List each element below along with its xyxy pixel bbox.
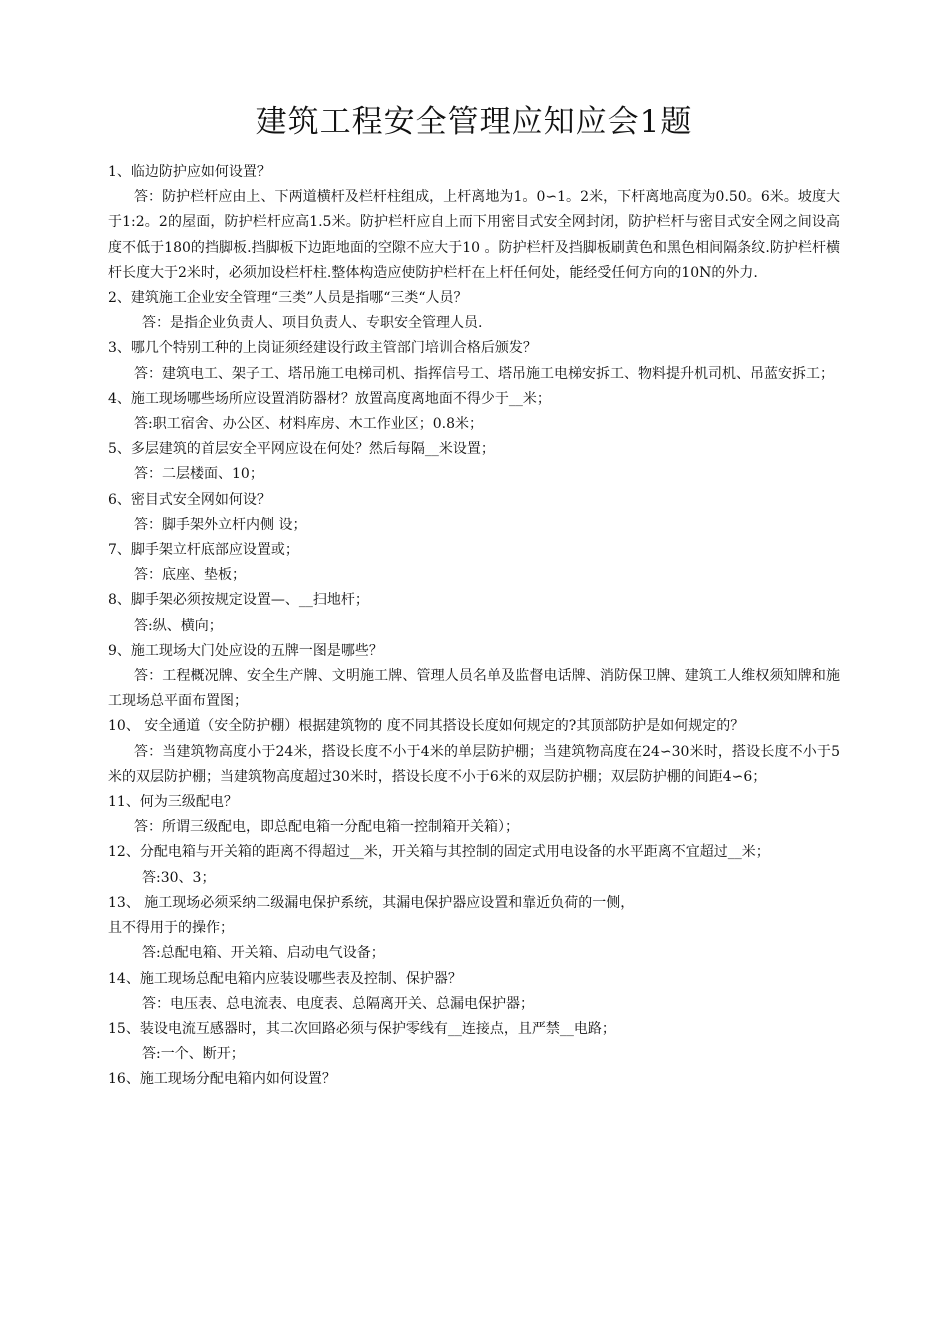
question-16: 16、施工现场分配电箱内如何设置？ [108,1071,336,1088]
answer-12: 答:30、3； [142,869,216,886]
question-8: 8、脚手架必须按规定设置—、__扫地杆； [108,592,369,609]
question-13-continued: 且不得用于的操作； [108,920,234,937]
answer-14: 答：电压表、总电流表、电度表、总隔离开关、总漏电保护器； [142,995,534,1012]
answer-13: 答:总配电箱、开关箱、启动电气设备； [142,945,385,962]
question-14: 14、施工现场总配电箱内应装设哪些表及控制、保护器？ [108,970,462,987]
question-3: 3、哪几个特别工种的上岗证须经建设行政主管部门培训合格后颁发？ [108,340,537,357]
answer-11: 答：所谓三级配电，即总配电箱一分配电箱一控制箱开关箱）； [134,819,519,836]
question-6: 6、密目式安全网如何设？ [108,491,271,508]
question-10: 10、 安全通道（安全防护棚）根据建筑物的 度不同其搭设长度如何规定的?其顶部防护是如何规定的？ [108,718,745,735]
question-5: 5、多层建筑的首层安全平网应设在何处？然后每隔__米设置； [108,441,495,458]
answer-2: 答：是指企业负责人、项目负责人、专职安全管理人员. [142,315,483,332]
answer-15: 答:一个、断开； [142,1046,245,1063]
answer-10: 答：当建筑物高度小于24米，搭设长度不小于4米的单层防护棚；当建筑物高度在24∽30米时，搭设长度不小于5米的双层防护棚；当建筑物高度超过30米时，搭设长度不小于6米的双层防护棚；双层防护棚的间距4∽6； [108,743,840,785]
answer-4: 答:职工宿舍、办公区、材料库房、木工作业区；0.8米； [134,416,483,433]
answer-1: 答：防护栏杆应由上、下两道横杆及栏杆柱组成，上杆离地为1。0∽1。2米，下杆离地高度为0.50。6米。坡度大于1:2。2的屋面，防护栏杆应高1.5米。防护栏杆应自上而下用密目式安全网封闭，防护栏杆与密目式安全网之间设高度不低于180的挡脚板.挡脚板下边距地面的空隙不应大于10 。防护栏杆及挡脚板刷黄色和黑色相间隔条纹.防护栏杆横杆长度大于2米时，必须加设栏杆柱.整体构造应使防护栏杆在上杆任何处，能经受任何方向的10N的外力. [108,189,840,281]
answer-5: 答：二层楼面、10； [134,466,264,483]
question-7: 7、脚手架立杆底部应设置或； [108,542,299,559]
answer-3: 答：建筑电工、架子工、塔吊施工电梯司机、指挥信号工、塔吊施工电梯安拆工、物料提升机司机、吊蓝安拆工； [134,365,834,382]
answer-9: 答：工程概况牌、安全生产牌、文明施工牌、管理人员名单及监督电话牌、消防保卫牌、建筑工人维权须知牌和施工现场总平面布置图； [108,668,840,710]
question-13: 13、 施工现场必须采纳二级漏电保护系统，其漏电保护器应设置和靠近负荷的一侧， [108,894,635,911]
document-title: 建筑工程安全管理应知应会1题 [255,104,693,140]
answer-6: 答：脚手架外立杆内侧 设； [134,516,307,533]
document-page [108,100,840,1093]
question-2: 2、建筑施工企业安全管理“三类”人员是指哪“三类“人员？ [108,290,468,307]
answer-7: 答：底座、垫板； [134,567,246,584]
question-15: 15、装设电流互感器时，其二次回路必须与保护零线有__连接点，且严禁__电路； [108,1020,616,1037]
question-1: 1、临边防护应如何设置？ [108,164,271,180]
question-9: 9、施工现场大门处应设的五牌一图是哪些？ [108,642,383,659]
answer-8: 答:纵、横向； [134,617,223,634]
question-11: 11、何为三级配电？ [108,794,238,811]
question-12: 12、分配电箱与开关箱的距离不得超过__米，开关箱与其控制的固定式用电设备的水平距离不宜超过__米； [108,844,770,861]
question-4: 4、施工现场哪些场所应设置消防器材？放置高度离地面不得少于__米； [108,390,551,407]
